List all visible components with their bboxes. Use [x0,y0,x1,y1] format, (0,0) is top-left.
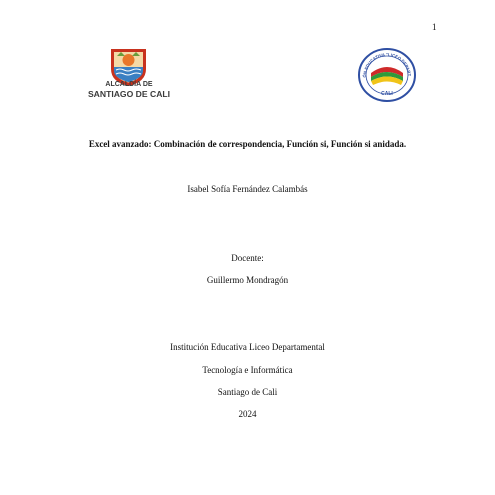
institution-name: Institución Educativa Liceo Departamental [170,342,325,352]
year: 2024 [238,409,257,419]
department-name: Tecnología e Informática [202,365,293,375]
alcaldia-santiago-de-cali-logo [84,47,174,105]
institucion-educativa-liceo-departamental-seal [357,47,417,103]
document-title: Excel avanzado: Combinación de correspondencia, Función si, Función si anidada. [88,139,407,149]
seal-ring-text: ÓN EDUCATIVA "LICEO DEPART [361,51,412,78]
logo-line-santiago-de-cali: SANTIAGO DE CALI [87,89,171,99]
teacher-name: Guillermo Mondragón [206,275,289,285]
page-number: 1 [432,22,437,32]
seal-city-text: CALI [381,91,393,97]
city-name: Santiago de Cali [217,387,278,397]
liceo-seal-icon [357,47,417,103]
author-name: Isabel Sofía Fernández Calambás [187,184,308,194]
teacher-label: Docente: [231,253,264,263]
logo-line-alcaldia: ALCALDÍA DE [105,81,153,88]
